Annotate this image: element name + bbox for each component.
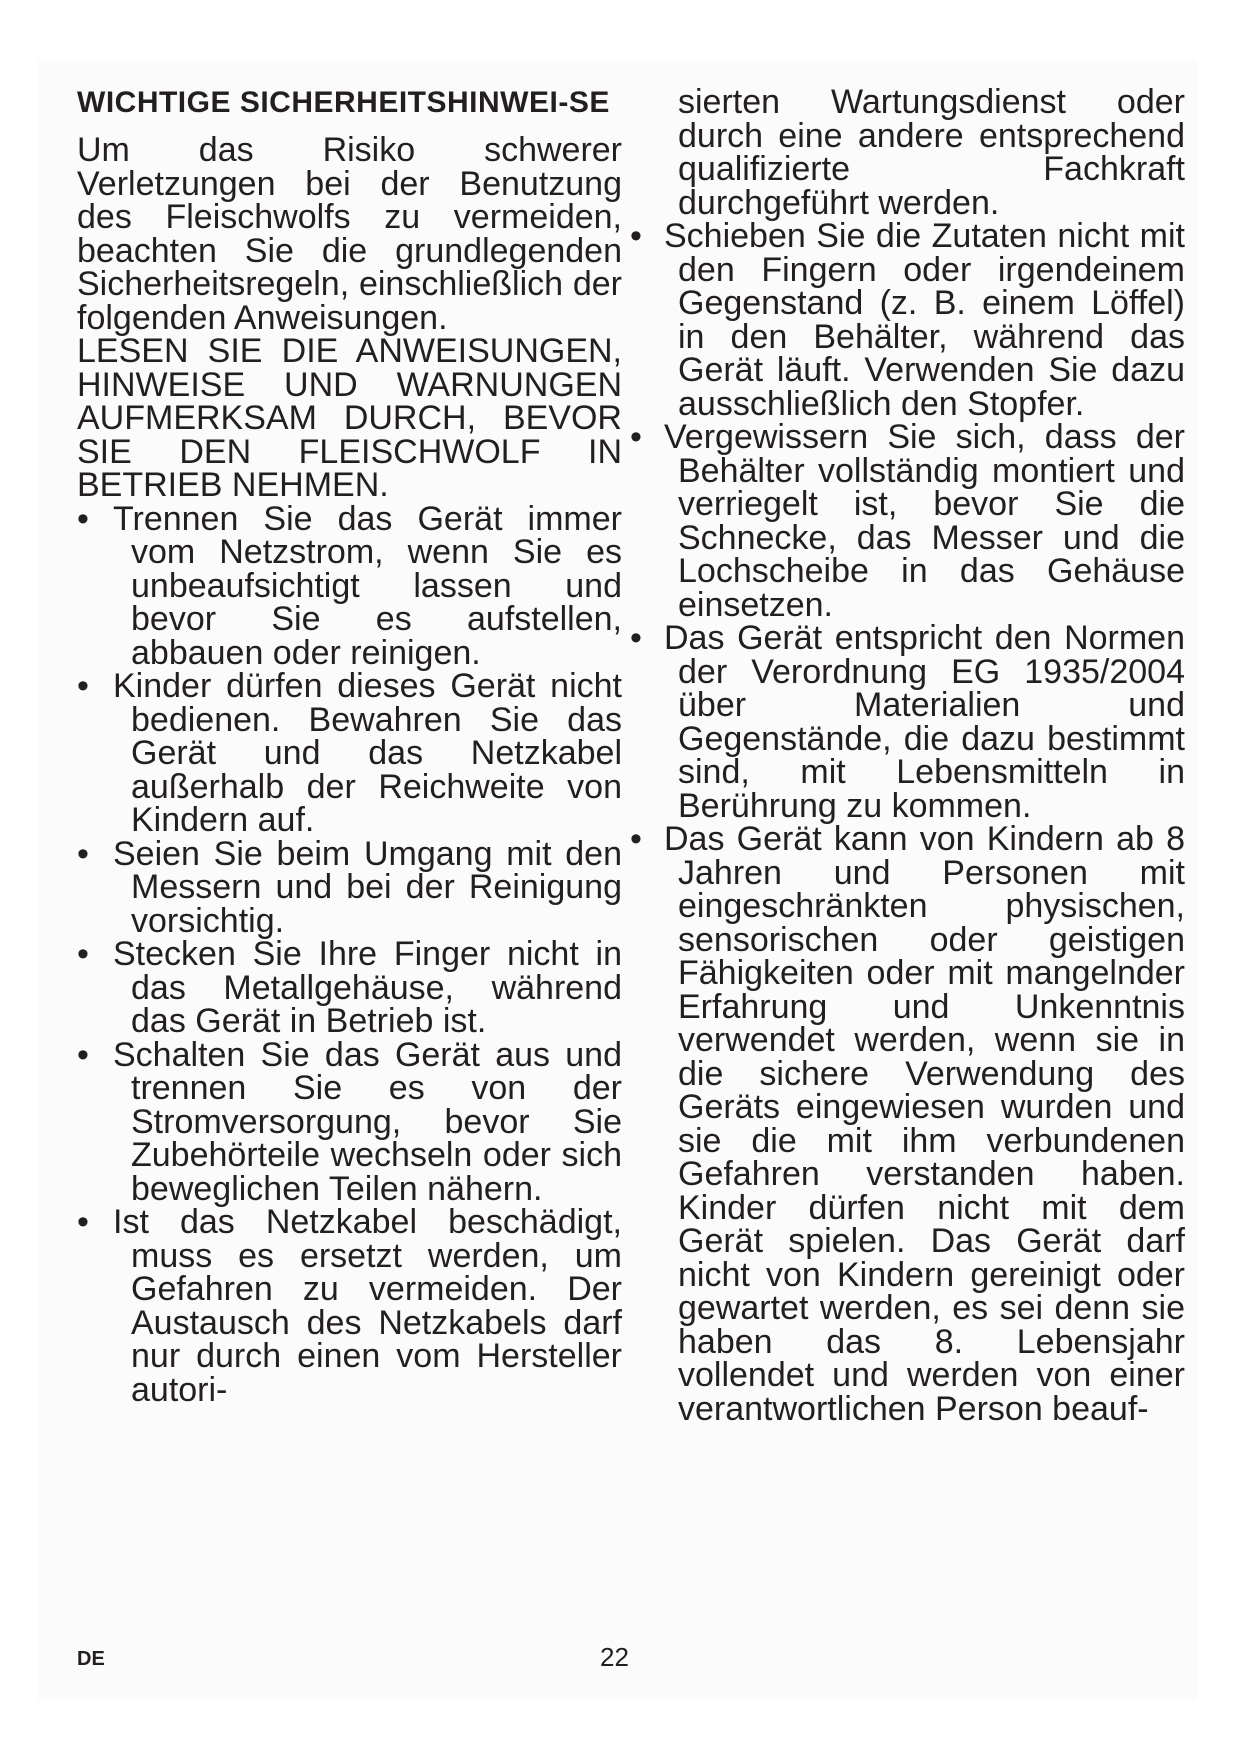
list-item: • Ist das Netzkabel beschädigt, muss es ersetzt werden, um Gefahren zu vermeiden. Der Austausch des Netzkabels darf nur durch einen vom Hersteller autori- [77, 1203, 622, 1409]
intro-paragraph: Um das Risiko schwerer Verletzungen bei der Benutzung des Fleischwolfs zu vermeiden, beachten Sie die grundlegenden Sicherheitsregeln, einschließlich der folgenden Anweisungen. [77, 131, 622, 337]
right-bullet-list [630, 217, 1185, 1428]
warning-paragraph: LESEN SIE DIE ANWEISUNGEN, HINWEISE UND WARNUNGEN AUFMERKSAM DURCH, BEVOR SIE DEN FLEISCHWOLF IN BETRIEB NEHMEN. [77, 332, 622, 504]
list-item: • Das Gerät entspricht den Normen der Verordnung EG 1935/2004 über Materialien und Gegenstände, die dazu bestimmt sind, mit Lebensmitteln in Berührung zu kommen. [630, 619, 1185, 825]
bullet-icon: • [630, 820, 642, 858]
bullet-icon: • [77, 935, 89, 973]
section-heading: WICHTIGE SICHERHEITSHINWEI-SE [77, 86, 610, 119]
bullet-icon: • [630, 418, 642, 456]
list-item: • Schieben Sie die Zutaten nicht mit den Fingern oder irgendeinem Gegenstand (z. B. einem Löffel) in den Behälter, während das Gerät läuft. Verwenden Sie dazu ausschließlich den Stopfer. [630, 217, 1185, 423]
bullet-icon: • [77, 1035, 89, 1074]
list-item: • Das Gerät kann von Kindern ab 8 Jahren und Personen mit eingeschränkten physischen, sensorischen oder geistigen Fähigkeiten oder mit mangelnder Erfahrung und Unkenntnis verwendet werden, wenn sie in die sichere Verwendung des Geräts eingewiesen wurden und sie die mit ihm verbundenen Gefahren verstanden haben. Kinder dürfen nicht mit dem Gerät spielen. Das Gerät darf nicht von Kindern gereinigt oder gewartet werden, es sei denn sie haben das 8. Lebensjahr vollendet und werden von einer verantwortlichen Person beauf- [630, 820, 1185, 1428]
list-item: • Trennen Sie das Gerät immer vom Netzstrom, wenn Sie es unbeaufsichtigt lassen und bevor Sie es aufstellen, abbauen oder reinigen. [77, 499, 622, 672]
bullet-icon: • [630, 619, 642, 657]
bullet-icon: • [77, 499, 89, 538]
bullet-icon: • [77, 1203, 89, 1241]
left-bullet-list [77, 499, 622, 1409]
left-column [77, 86, 622, 1407]
list-item: • Vergewissern Sie sich, dass der Behälter vollständig montiert und verriegelt ist, bevor Sie die Schnecke, das Messer und die Lochscheibe in das Gehäuse einsetzen. [630, 418, 1185, 624]
bullet-icon: • [630, 217, 642, 255]
right-column [630, 83, 1185, 1428]
bullet-icon: • [77, 834, 89, 873]
language-code: DE [77, 1648, 105, 1670]
list-item: • Schalten Sie das Gerät aus und trennen Sie es von der Stromversorgung, bevor Sie Zubehörteile wechseln oder sich beweglichen Teilen nähern. [77, 1035, 622, 1208]
list-item: • Seien Sie beim Umgang mit den Messern und bei der Reinigung vorsichtig. [77, 834, 622, 940]
list-item: • Stecken Sie Ihre Finger nicht in das Metallgehäuse, während das Gerät in Betrieb ist. [77, 935, 622, 1040]
list-item: • Kinder dürfen dieses Gerät nicht bedienen. Bewahren Sie das Gerät und das Netzkabel außerhalb der Reichweite von Kindern auf. [77, 667, 622, 839]
continuation-paragraph: sierten Wartungsdienst oder durch eine andere entsprechend qualifizierte Fachkraft durchgeführt werden. [678, 83, 1185, 222]
bullet-icon: • [77, 667, 89, 705]
page-number: 22 [600, 1642, 629, 1672]
